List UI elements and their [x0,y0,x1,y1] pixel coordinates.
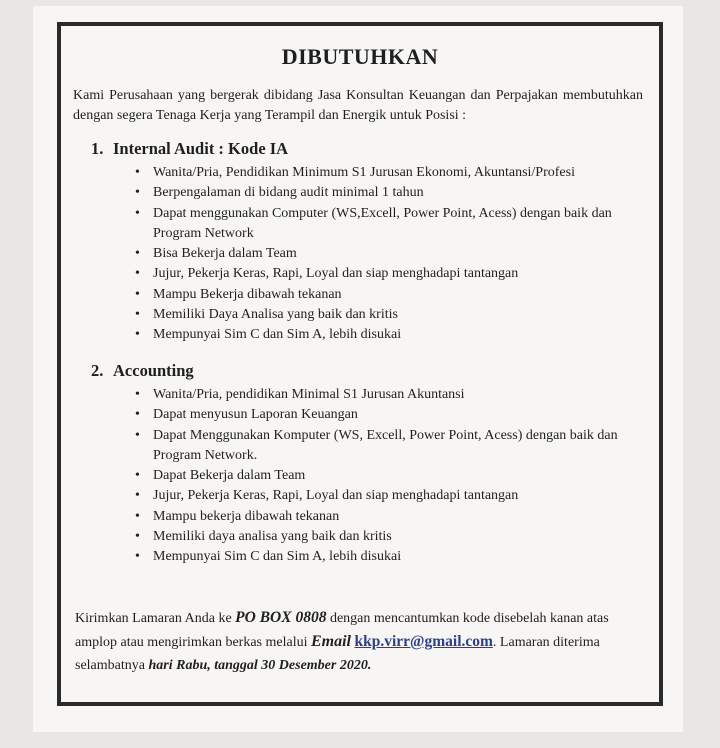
job-posting-paper [33,6,683,732]
requirements-list [91,163,643,346]
requirement-item: • Mempunyai Sim C dan Sim A, lebih disukai [135,325,643,345]
position-title [91,138,643,160]
deadline: hari Rabu, tanggal 30 Desember 2020. [148,658,372,673]
closing-paragraph [75,606,643,677]
position-section-accounting [91,360,643,568]
position-title [91,360,643,382]
requirement-item: • Wanita/Pria, Pendidikan Minimum S1 Jurusan Ekonomi, Akuntansi/Profesi [135,163,643,183]
requirement-item: • Dapat Menggunakan Komputer (WS, Excell, Power Point, Acess) dengan baik dan Program Network. [135,426,643,467]
closing-text: Kirimkan Lamaran Anda ke [75,611,236,626]
posting-frame [57,22,663,706]
requirement-item: • Mampu Bekerja dibawah tekanan [135,285,643,305]
requirement-item: • Jujur, Pekerja Keras, Rapi, Loyal dan siap menghadapi tantangan [135,264,643,284]
closing-text: dengan mencantumkan kode disebelah kanan atas amplop atau mengirimkan berkas melalui [75,611,609,650]
requirement-item: • Memiliki daya analisa yang baik dan kritis [135,527,643,547]
requirement-item: • Bisa Bekerja dalam Team [135,244,643,264]
position-section-internal-audit [91,138,643,346]
requirement-item: • Dapat Bekerja dalam Team [135,466,643,486]
requirement-item: • Mempunyai Sim C dan Sim A, lebih disukai [135,547,643,567]
position-number: 1. [91,139,104,158]
requirement-item: • Memiliki Daya Analisa yang baik dan kritis [135,305,643,325]
requirement-item: • Berpengalaman di bidang audit minimal 1 tahun [135,183,643,203]
requirement-item: • Dapat menggunakan Computer (WS,Excell, Power Point, Acess) dengan baik dan Program Network [135,204,643,245]
closing-text: . Lamaran diterima selambatnya [75,635,600,673]
position-number: 2. [91,361,104,380]
intro-paragraph: Kami Perusahaan yang bergerak dibidang Jasa Konsultan Keuangan dan Perpajakan membutuhkan dengan segera Tenaga Kerja yang Terampil dan Energik untuk Posisi : [73,88,643,123]
posting-title: DIBUTUHKAN [281,44,439,69]
requirement-item: • Jujur, Pekerja Keras, Rapi, Loyal dan siap menghadapi tantangan [135,486,643,506]
email-label: Email [310,633,351,650]
requirement-item: • Mampu bekerja dibawah tekanan [135,507,643,527]
requirements-list [91,385,643,568]
position-name: Internal Audit : Kode IA [113,139,289,158]
requirement-item: • Wanita/Pria, pendidikan Minimal S1 Jurusan Akuntansi [135,385,643,405]
position-name: Accounting [113,361,194,380]
po-box: PO BOX 0808 [235,609,327,626]
requirement-item: • Dapat menyusun Laporan Keuangan [135,405,643,425]
email-link[interactable]: kkp.virr@gmail.com [354,633,493,650]
